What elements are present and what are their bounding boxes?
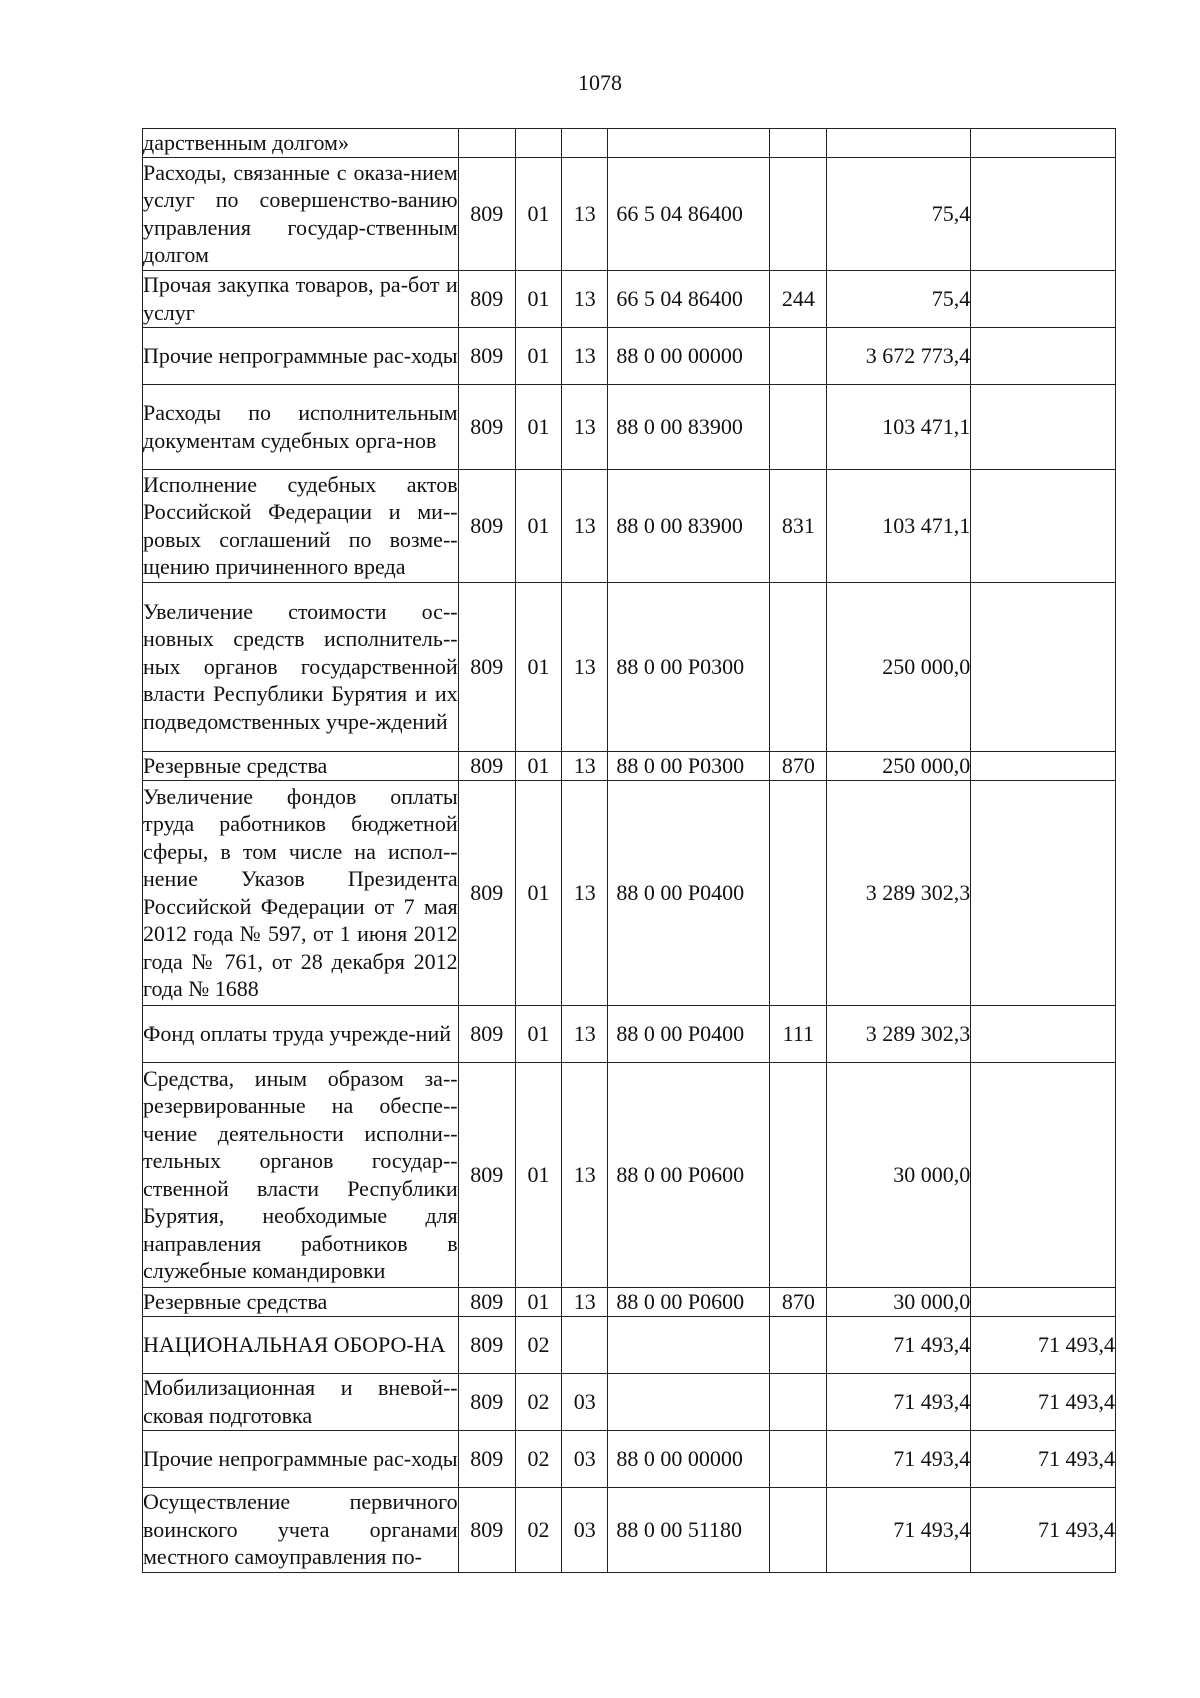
section-code-cell: 02 (515, 1430, 561, 1487)
amount-extra-cell: 71 493,4 (971, 1373, 1116, 1430)
subsection-code-cell: 03 (562, 1430, 608, 1487)
section-code-cell: 01 (515, 751, 561, 780)
ministry-code-cell: 809 (458, 1287, 515, 1316)
amount-extra-cell (971, 1005, 1116, 1062)
subsection-code-cell: 13 (562, 751, 608, 780)
section-code-cell: 01 (515, 270, 561, 327)
amount-cell (827, 129, 971, 158)
expense-type-cell (770, 1487, 827, 1572)
amount-cell: 71 493,4 (827, 1430, 971, 1487)
section-code-cell: 01 (515, 1287, 561, 1316)
expense-name-cell: Увеличение стоимости ос-новных средств исполнитель-ных органов государственной власти Республики Бурятия и их подведомственных учре-ждений (143, 582, 459, 751)
subsection-code-cell: 03 (562, 1373, 608, 1430)
amount-extra-cell (971, 751, 1116, 780)
budget-table-body (143, 129, 1116, 1573)
amount-extra-cell (971, 384, 1116, 469)
table-row (143, 1373, 1116, 1430)
expense-name-cell: НАЦИОНАЛЬНАЯ ОБОРО-НА (143, 1316, 459, 1373)
expense-name-cell: Увеличение фондов оплаты труда работников бюджетной сферы, в том числе на испол-нение Указов Президента Российской Федерации от 7 мая 2012 года № 597, от 1 июня 2012 года № 761, от 28 декабря 2012 года № 1688 (143, 780, 459, 1005)
target-article-cell (608, 1316, 770, 1373)
amount-extra-cell: 71 493,4 (971, 1487, 1116, 1572)
amount-cell: 103 471,1 (827, 384, 971, 469)
expense-type-cell: 831 (770, 469, 827, 582)
expense-name-cell: Прочие непрограммные рас-ходы (143, 327, 459, 384)
subsection-code-cell: 13 (562, 270, 608, 327)
amount-cell: 250 000,0 (827, 751, 971, 780)
section-code-cell: 02 (515, 1316, 561, 1373)
section-code-cell: 01 (515, 1005, 561, 1062)
ministry-code-cell: 809 (458, 1005, 515, 1062)
amount-cell: 3 289 302,3 (827, 1005, 971, 1062)
table-row (143, 1062, 1116, 1287)
section-code-cell: 02 (515, 1373, 561, 1430)
subsection-code-cell: 13 (562, 384, 608, 469)
table-row (143, 384, 1116, 469)
subsection-code-cell: 13 (562, 780, 608, 1005)
section-code-cell: 01 (515, 384, 561, 469)
target-article-cell: 88 0 00 Р0600 (608, 1287, 770, 1316)
ministry-code-cell: 809 (458, 384, 515, 469)
subsection-code-cell: 13 (562, 582, 608, 751)
target-article-cell: 88 0 00 Р0400 (608, 780, 770, 1005)
page-number: 1078 (578, 70, 622, 95)
subsection-code-cell (562, 1316, 608, 1373)
subsection-code-cell: 13 (562, 1287, 608, 1316)
table-row (143, 1316, 1116, 1373)
amount-extra-cell (971, 780, 1116, 1005)
expense-name-cell: Резервные средства (143, 1287, 459, 1316)
table-row (143, 1487, 1116, 1572)
section-code-cell: 01 (515, 157, 561, 270)
target-article-cell: 88 0 00 00000 (608, 1430, 770, 1487)
target-article-cell: 66 5 04 86400 (608, 270, 770, 327)
expense-name-cell: Осуществление первичного воинского учета органами местного самоуправления по- (143, 1487, 459, 1572)
target-article-cell: 88 0 00 Р0400 (608, 1005, 770, 1062)
target-article-cell: 88 0 00 Р0300 (608, 751, 770, 780)
expense-type-cell: 111 (770, 1005, 827, 1062)
amount-extra-cell (971, 1062, 1116, 1287)
amount-cell: 103 471,1 (827, 469, 971, 582)
section-code-cell: 01 (515, 327, 561, 384)
amount-cell: 30 000,0 (827, 1062, 971, 1287)
target-article-cell: 88 0 00 51180 (608, 1487, 770, 1572)
ministry-code-cell: 809 (458, 1430, 515, 1487)
expense-name-cell: Расходы, связанные с оказа-нием услуг по совершенство-ванию управления государ-ственным долгом (143, 157, 459, 270)
ministry-code-cell: 809 (458, 582, 515, 751)
amount-cell: 75,4 (827, 157, 971, 270)
ministry-code-cell: 809 (458, 270, 515, 327)
table-row (143, 327, 1116, 384)
expense-type-cell (770, 1062, 827, 1287)
table-row (143, 270, 1116, 327)
ministry-code-cell: 809 (458, 1373, 515, 1430)
expense-type-cell (770, 1316, 827, 1373)
expense-name-cell: Расходы по исполнительным документам судебных орга-нов (143, 384, 459, 469)
amount-cell: 71 493,4 (827, 1316, 971, 1373)
table-row (143, 1005, 1116, 1062)
ministry-code-cell: 809 (458, 1487, 515, 1572)
amount-extra-cell (971, 270, 1116, 327)
expense-name-cell: Прочие непрограммные рас-ходы (143, 1430, 459, 1487)
expense-name-cell: Фонд оплаты труда учрежде-ний (143, 1005, 459, 1062)
amount-extra-cell (971, 582, 1116, 751)
table-row (143, 1430, 1116, 1487)
table-row (143, 1287, 1116, 1316)
amount-cell: 30 000,0 (827, 1287, 971, 1316)
section-code-cell: 01 (515, 1062, 561, 1287)
target-article-cell: 88 0 00 83900 (608, 469, 770, 582)
table-row (143, 780, 1116, 1005)
expense-type-cell (770, 327, 827, 384)
amount-extra-cell: 71 493,4 (971, 1316, 1116, 1373)
expense-name-cell: Мобилизационная и вневой-сковая подготовка (143, 1373, 459, 1430)
subsection-code-cell: 13 (562, 327, 608, 384)
section-code-cell: 02 (515, 1487, 561, 1572)
target-article-cell: 88 0 00 83900 (608, 384, 770, 469)
subsection-code-cell: 13 (562, 157, 608, 270)
expense-type-cell: 244 (770, 270, 827, 327)
expense-type-cell (770, 582, 827, 751)
amount-cell: 71 493,4 (827, 1373, 971, 1430)
subsection-code-cell: 03 (562, 1487, 608, 1572)
expense-type-cell (770, 384, 827, 469)
expense-name-cell: Прочая закупка товаров, ра-бот и услуг (143, 270, 459, 327)
expense-name-cell: Средства, иным образом за-резервированные на обеспе-чение деятельности исполни-тельных органов государ-ственной власти Республики Бурятия, необходимые для направления работников в служебные командировки (143, 1062, 459, 1287)
ministry-code-cell (458, 129, 515, 158)
budget-table (142, 128, 1116, 1573)
section-code-cell: 01 (515, 469, 561, 582)
expense-type-cell (770, 780, 827, 1005)
ministry-code-cell: 809 (458, 157, 515, 270)
table-row (143, 469, 1116, 582)
table-row (143, 582, 1116, 751)
expense-type-cell (770, 1373, 827, 1430)
expense-type-cell: 870 (770, 751, 827, 780)
amount-extra-cell (971, 1287, 1116, 1316)
target-article-cell: 66 5 04 86400 (608, 157, 770, 270)
target-article-cell: 88 0 00 00000 (608, 327, 770, 384)
amount-cell: 3 672 773,4 (827, 327, 971, 384)
expense-type-cell (770, 1430, 827, 1487)
expense-type-cell: 870 (770, 1287, 827, 1316)
amount-extra-cell (971, 327, 1116, 384)
target-article-cell (608, 129, 770, 158)
ministry-code-cell: 809 (458, 327, 515, 384)
amount-extra-cell: 71 493,4 (971, 1430, 1116, 1487)
amount-extra-cell (971, 129, 1116, 158)
amount-extra-cell (971, 157, 1116, 270)
target-article-cell (608, 1373, 770, 1430)
amount-cell: 3 289 302,3 (827, 780, 971, 1005)
ministry-code-cell: 809 (458, 751, 515, 780)
subsection-code-cell: 13 (562, 469, 608, 582)
ministry-code-cell: 809 (458, 469, 515, 582)
table-row (143, 157, 1116, 270)
ministry-code-cell: 809 (458, 1062, 515, 1287)
target-article-cell: 88 0 00 Р0300 (608, 582, 770, 751)
amount-extra-cell (971, 469, 1116, 582)
target-article-cell: 88 0 00 Р0600 (608, 1062, 770, 1287)
ministry-code-cell: 809 (458, 1316, 515, 1373)
section-code-cell (515, 129, 561, 158)
amount-cell: 250 000,0 (827, 582, 971, 751)
expense-name-cell: Резервные средства (143, 751, 459, 780)
amount-cell: 71 493,4 (827, 1487, 971, 1572)
expense-type-cell (770, 129, 827, 158)
section-code-cell: 01 (515, 780, 561, 1005)
subsection-code-cell: 13 (562, 1062, 608, 1287)
section-code-cell: 01 (515, 582, 561, 751)
expense-name-cell: дарственным долгом» (143, 129, 459, 158)
table-row (143, 129, 1116, 158)
subsection-code-cell: 13 (562, 1005, 608, 1062)
subsection-code-cell (562, 129, 608, 158)
expense-name-cell: Исполнение судебных актов Российской Федерации и ми-ровых соглашений по возме-щению причиненного вреда (143, 469, 459, 582)
expense-type-cell (770, 157, 827, 270)
amount-cell: 75,4 (827, 270, 971, 327)
ministry-code-cell: 809 (458, 780, 515, 1005)
table-row (143, 751, 1116, 780)
